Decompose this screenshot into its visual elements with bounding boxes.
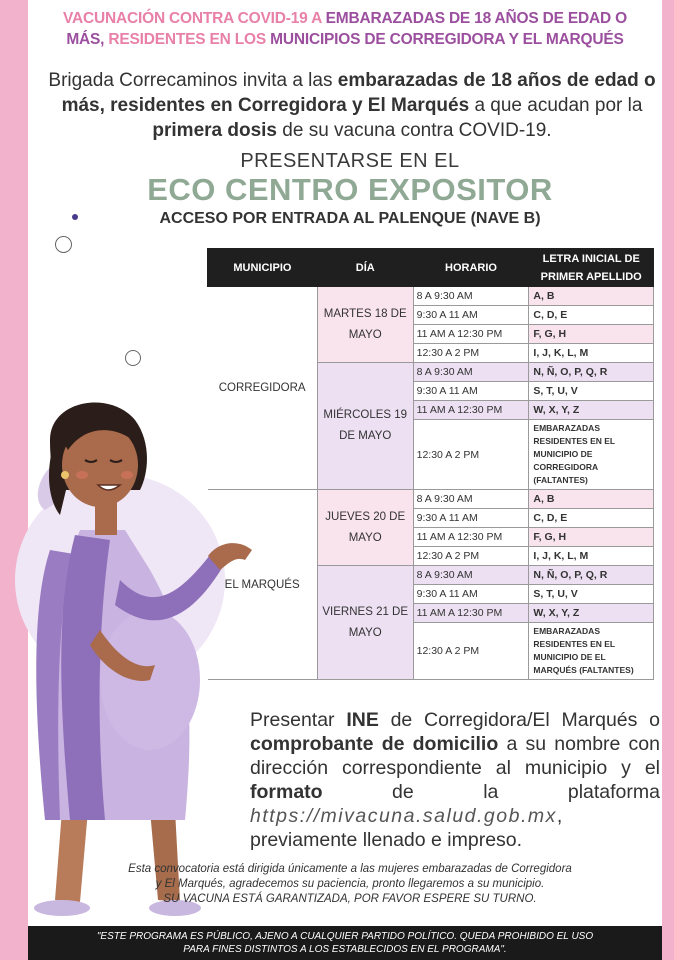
letras-cell: N, Ñ, O, P, Q, R [529,363,654,382]
letras-cell: S, T, U, V [529,585,654,604]
footer-line-1: "ESTE PROGRAMA ES PÚBLICO, AJENO A CUALQUIER PARTIDO POLÍTICO. QUEDA PROHIBIDO EL USO [96,931,594,942]
intro-bold-2: primera dosis [152,120,277,141]
day-cell [317,287,413,363]
venue-name: ECO CENTRO EXPOSITOR [147,172,553,207]
req-text-3: a su nombre con dirección correspondiente al municipio y el [250,733,661,779]
day-line-1: MIÉRCOLES 19 [323,409,408,421]
col-header-letra-line2: PRIMER APELLIDO [540,270,642,283]
horario-cell: 8 A 9:30 AM [413,490,529,509]
col-header-dia: DÍA [317,249,413,287]
intro-bold-1: embarazadas de 18 años de edad o más, residentes en Corregidora y El Marqués [61,70,656,116]
header-part-5: MUNICIPIOS DE CORREGIDORA Y EL MARQUÉS [270,31,624,48]
notice-line-2: y El Marqués, agradecemos su paciencia, pronto llegaremos a su municipio. [155,878,545,890]
letras-cell: N, Ñ, O, P, Q, R [529,566,654,585]
intro-text-2: a que acudan por la [469,95,643,116]
notice-line-1: Esta convocatoria está dirigida únicamente a las mujeres embarazadas de Corregidora [128,863,572,875]
decor-ring [125,350,141,366]
access-note: ACCESO POR ENTRADA AL PALENQUE (NAVE B) [159,210,541,227]
letras-cell: EMBARAZADAS RESIDENTES EN EL MUNICIPIO DE CORREGIDORA (FALTANTES) [529,420,654,490]
present-label: PRESENTARSE EN EL [240,150,460,172]
horario-cell: 9:30 A 11 AM [413,585,529,604]
req-bold-formato: formato [250,781,323,803]
req-text-2: de Corregidora/El Marqués o [378,709,660,731]
letras-cell: C, D, E [529,509,654,528]
letras-cell: C, D, E [529,306,654,325]
day-line-2: MAYO [348,626,382,639]
horario-cell: 9:30 A 11 AM [413,306,529,325]
horario-cell: 11 AM A 12:30 PM [413,528,529,547]
day-line-2: MAYO [348,328,382,341]
letras-cell: F, G, H [529,528,654,547]
horario-cell: 11 AM A 12:30 PM [413,325,529,344]
table-header-row [208,249,654,287]
decor-dot [72,214,78,220]
municipio-cell: EL MARQUÉS [208,490,318,680]
letras-cell: W, X, Y, Z [529,401,654,420]
col-header-letra-line1: LETRA INICIAL DE [542,252,640,265]
footer-line-2: PARA FINES DISTINTOS A LOS ESTABLECIDOS EN EL PROGRAMA". [183,944,507,955]
letras-cell: I, J, K, L, M [529,344,654,363]
horario-cell: 12:30 A 2 PM [413,420,529,490]
day-line-1: JUEVES 20 DE [325,510,406,523]
req-text-4: de la plataforma [322,781,660,803]
horario-cell: 8 A 9:30 AM [413,363,529,382]
legal-footer [28,926,662,960]
requirements-paragraph [250,708,660,852]
pregnant-woman-illustration [0,380,260,920]
letras-cell: F, G, H [529,325,654,344]
horario-cell: 8 A 9:30 AM [413,287,529,306]
horario-cell: 12:30 A 2 PM [413,623,529,680]
header-title [40,8,650,50]
letras-cell: W, X, Y, Z [529,604,654,623]
platform-url: https://mivacuna.salud.gob.mx [250,805,557,827]
header-part-4: RESIDENTES EN LOS [108,31,271,48]
notice-text [40,862,660,907]
intro-text-3: de su vacuna contra COVID-19. [277,120,552,141]
req-text-1: Presentar [250,709,347,731]
day-cell [317,363,413,490]
table-row [208,287,654,306]
day-line-1: MARTES 18 DE [323,307,407,320]
day-line-2: MAYO [348,531,382,544]
horario-cell: 12:30 A 2 PM [413,344,529,363]
col-header-municipio: MUNICIPIO [208,249,318,287]
horario-cell: 9:30 A 11 AM [413,382,529,401]
day-cell [317,490,413,566]
header-part-1: VACUNACIÓN CONTRA COVID-19 A [63,10,326,27]
letras-cell: A, B [529,287,654,306]
req-bold-comprobante: comprobante de domicilio [250,733,499,755]
letras-cell: EMBARAZADAS RESIDENTES EN EL MUNICIPIO DE EL MARQUÉS (FALTANTES) [529,623,654,680]
header-part-3: MÁS, [66,31,109,48]
req-bold-ine: INE [346,709,379,731]
day-cell [317,566,413,680]
letras-cell: S, T, U, V [529,382,654,401]
horario-cell: 9:30 A 11 AM [413,509,529,528]
table-row [208,490,654,509]
col-header-letra [529,249,654,287]
horario-cell: 12:30 A 2 PM [413,547,529,566]
schedule-table [207,248,654,680]
intro-text-1: Brigada Correcaminos invita a las [48,70,338,91]
decor-ring [55,236,72,253]
right-pink-band [662,0,674,960]
col-header-horario: HORARIO [413,249,529,287]
intro-paragraph [42,68,662,143]
header-part-2: EMBARAZADAS DE 18 AÑOS DE EDAD O [325,10,627,27]
req-text-5: , previamente llenado e impreso. [250,805,563,851]
horario-cell: 11 AM A 12:30 PM [413,604,529,623]
letras-cell: I, J, K, L, M [529,547,654,566]
horario-cell: 8 A 9:30 AM [413,566,529,585]
day-line-2: DE MAYO [339,430,392,442]
notice-line-3: SU VACUNA ESTÁ GARANTIZADA, POR FAVOR ESPERE SU TURNO. [163,893,537,905]
day-line-1: VIERNES 21 DE [322,605,409,618]
letras-cell: A, B [529,490,654,509]
horario-cell: 11 AM A 12:30 PM [413,401,529,420]
municipio-cell: CORREGIDORA [208,287,318,490]
